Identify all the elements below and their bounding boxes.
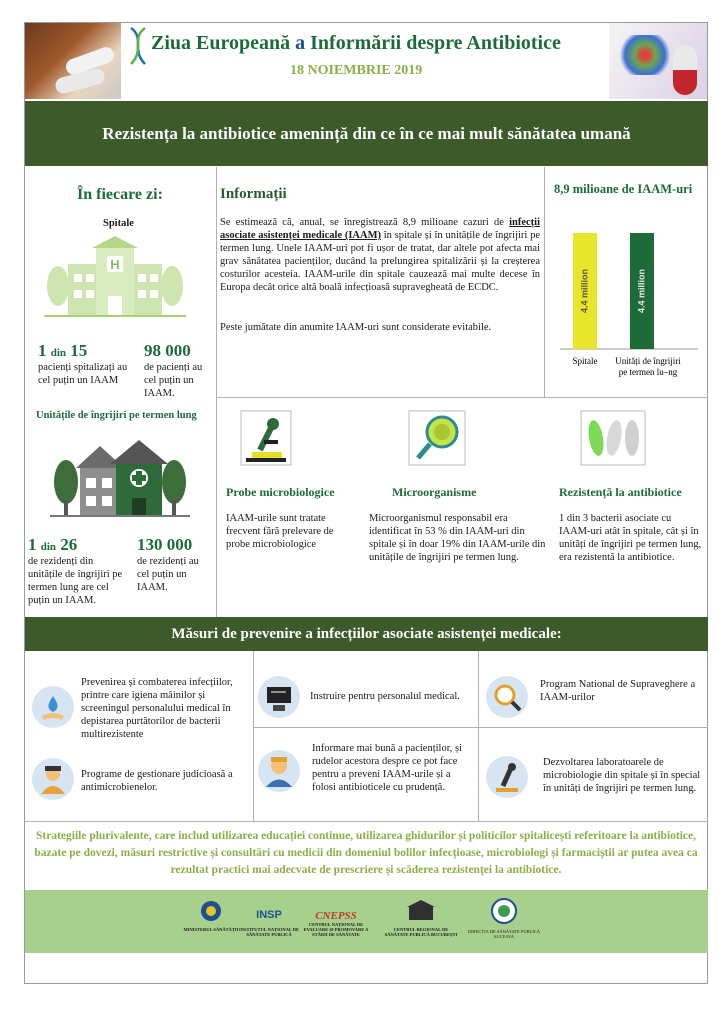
event-date: 18 NOIEMBRIE 2019: [290, 63, 423, 78]
stat4-value: 130 000: [137, 535, 193, 554]
info-paragraph: Se estimează că, anual, se înregistrează 8,9 milioane cazuri de infecții asociate asistenței medicale (IAAM) în spitale și în unitățile de îngrijiri pe termen lung. Unele IAAM-uri pot fi ușor de tratat, dar altele pot afecta mai grav sănătatea pacienților, ducând la prelungirea spitalizării și la creșterea costurilor acesteia. IAAM-urile din spitale cauzează mai multe decese în Europa decât orice altă boală infecțioasă supravegheată de ECDC.: [220, 217, 540, 293]
hand-hygiene-icon: [32, 686, 74, 728]
probes-title: Probe microbiologice: [226, 485, 335, 499]
logo-insp-label: INSTITUTUL NAȚIONAL DE SĂNĂTATE PUBLICĂ: [238, 927, 300, 937]
microscope-icon: [240, 410, 292, 466]
stat2-text: de pacienți au cel puțin un IAAM.: [144, 362, 203, 399]
logo-cnepss: [296, 910, 376, 937]
dna-icon: [127, 26, 149, 66]
longterm-label: Unitățile de îngrijiri pe termen lung: [36, 410, 197, 421]
logo-insp: [238, 900, 300, 937]
lab-microscope-icon: [486, 756, 528, 798]
pills-image: [25, 23, 121, 99]
page-title: Ziua Europeană a Informării despre Antibiotice: [151, 32, 561, 54]
svg-text:INSP: INSP: [256, 909, 282, 921]
divider-chart: [544, 167, 545, 397]
bar-value-label-1: 4.4 million: [579, 268, 590, 314]
divider-prev-1: [253, 651, 254, 821]
banner-text: Rezistența la antibiotice amenință din ce în ce mai mult sănătatea umană: [102, 123, 631, 143]
magnifier-bacteria-icon: [408, 410, 466, 466]
logo-crsp-label: CENTRUL REGIONAL DE SĂNĂTATE PUBLICĂ BUCUREȘTI: [384, 927, 458, 937]
main-banner: [25, 101, 708, 166]
surveillance-icon: [486, 676, 528, 718]
prevention-heading: Măsuri de prevenire a infecțiilor asociate asistenței medicale:: [171, 625, 562, 642]
divider-strategy: [25, 821, 708, 822]
svg-text:H: H: [110, 257, 120, 272]
divider-prev-2: [478, 651, 479, 821]
logo-cnepss-label: CENTRUL NAȚIONAL DE EVALUARE ȘI PROMOVARE A STĂRII DE SĂNĂTATE: [303, 922, 369, 937]
stat2-value: 98 000: [144, 341, 191, 360]
hospital-icon: [44, 236, 186, 320]
category-label-1: Spitale: [572, 356, 598, 366]
divider-prev-h: [253, 727, 708, 728]
prevention-item-6: Dezvoltarea laboratoarele de microbiologie din spitale și în special în unități de îngrijiri pe termen lung.: [543, 757, 701, 794]
chart-title: 8,9 milioane de IAAM-uri: [554, 182, 693, 196]
daily-heading: În fiecare zi:: [77, 186, 163, 203]
resist-text: 1 din 3 bacterii asociate cu IAAM-uri atât în spitale, cât și în unități de îngrijiri pe termen lung, era rezistentă la antibiotice.: [559, 513, 702, 563]
prevention-item-3: Instruire pentru personalul medical.: [310, 691, 460, 702]
logo-ministry-label: MINISTERUL SĂNĂTĂȚII: [183, 927, 239, 932]
prevention-item-4: Informare mai bună a pacienților, și rudelor acestora despre ce pot face pentru a preveni IAAM-urile și a folosi antibioticele cu prudență.: [312, 743, 463, 793]
logo-cnepss-mark: CNEPSS: [315, 910, 357, 922]
hospitals-label: Spitale: [103, 218, 134, 229]
bacteria-icon: [580, 410, 646, 466]
bar-value-label-2: 4.4 million: [636, 268, 647, 314]
prevention-item-2: Programe de gestionare judicioasă a antimicrobienelor.: [81, 769, 233, 793]
training-icon: [258, 676, 300, 718]
strategy-text: Strategiile plurivalente, care includ utilizarea educației continue, utilizarea ghidurilor și politicilor spitalicești referitoare la antibiotice, bazate pe dovezi, măsuri restrictive și consultări cu medicii din domeniul bolilor infecțioase, microbiologi și farmaciștii ar putea avea ca rezultat practici mai adecvate de prescriere și scăderea rezistenței la antibiotice.: [34, 830, 698, 876]
iaam-link[interactable]: infecții asociate asistenței medicale (IAAM): [220, 217, 540, 241]
logo-dsp-label: DIRECȚIA DE SĂNĂTATE PUBLICĂ SUCEAVA: [467, 929, 541, 939]
resist-title: Rezistență la antibiotice: [559, 485, 682, 499]
stat4-text: de rezidenți au cel puțin un IAAM.: [137, 556, 199, 593]
micro-text: Microorganismul responsabil era identificat în 53 % din IAAM-uri din spitale și în doar 19% din IAAM-urile din unitățile de îngrijiri pe termen lung.: [369, 513, 546, 563]
info-paragraph-2: Peste jumătate din anumite IAAM-uri sunt considerate evitabile.: [220, 322, 492, 333]
info-heading: Informații: [220, 186, 287, 202]
category-label-2: Unități de îngrijiri pe termen lu–ng: [615, 356, 681, 377]
prevention-item-5: Program National de Supraveghere a IAAM-urilor: [540, 679, 696, 703]
capsule-image: [609, 23, 707, 99]
stat3-text: de rezidenți din unitățile de îngrijiri pe termen lung are cel puțin un IAAM.: [28, 556, 123, 606]
prevention-item-1: Prevenirea și combaterea infecțiilor, printre care igiena mâinilor și screeningul personalului medical în depistarea purtătorilor de bacterii multirezistente: [81, 677, 233, 740]
care-home-icon: [50, 440, 190, 518]
patient-info-icon: [258, 750, 300, 792]
micro-title: Microorganisme: [392, 485, 477, 499]
pharmacist-icon: [32, 758, 74, 800]
divider-left: [216, 167, 217, 617]
stat3-value: 1 din 26: [28, 535, 78, 554]
stat1-value: 1 din 15: [38, 341, 88, 360]
prevention-banner: [25, 617, 708, 651]
logo-dsp: [464, 898, 544, 939]
probes-text: IAAM-urile sunt tratate frecvent fără prelevare de probe microbiologice: [226, 513, 334, 550]
divider-mid: [216, 397, 708, 398]
logo-crsp: [384, 900, 458, 937]
logo-ministry: [176, 900, 246, 932]
stat1-text: pacienți spitalizați au cel puțin un IAAM: [38, 362, 128, 386]
iaam-chart: [554, 210, 704, 385]
